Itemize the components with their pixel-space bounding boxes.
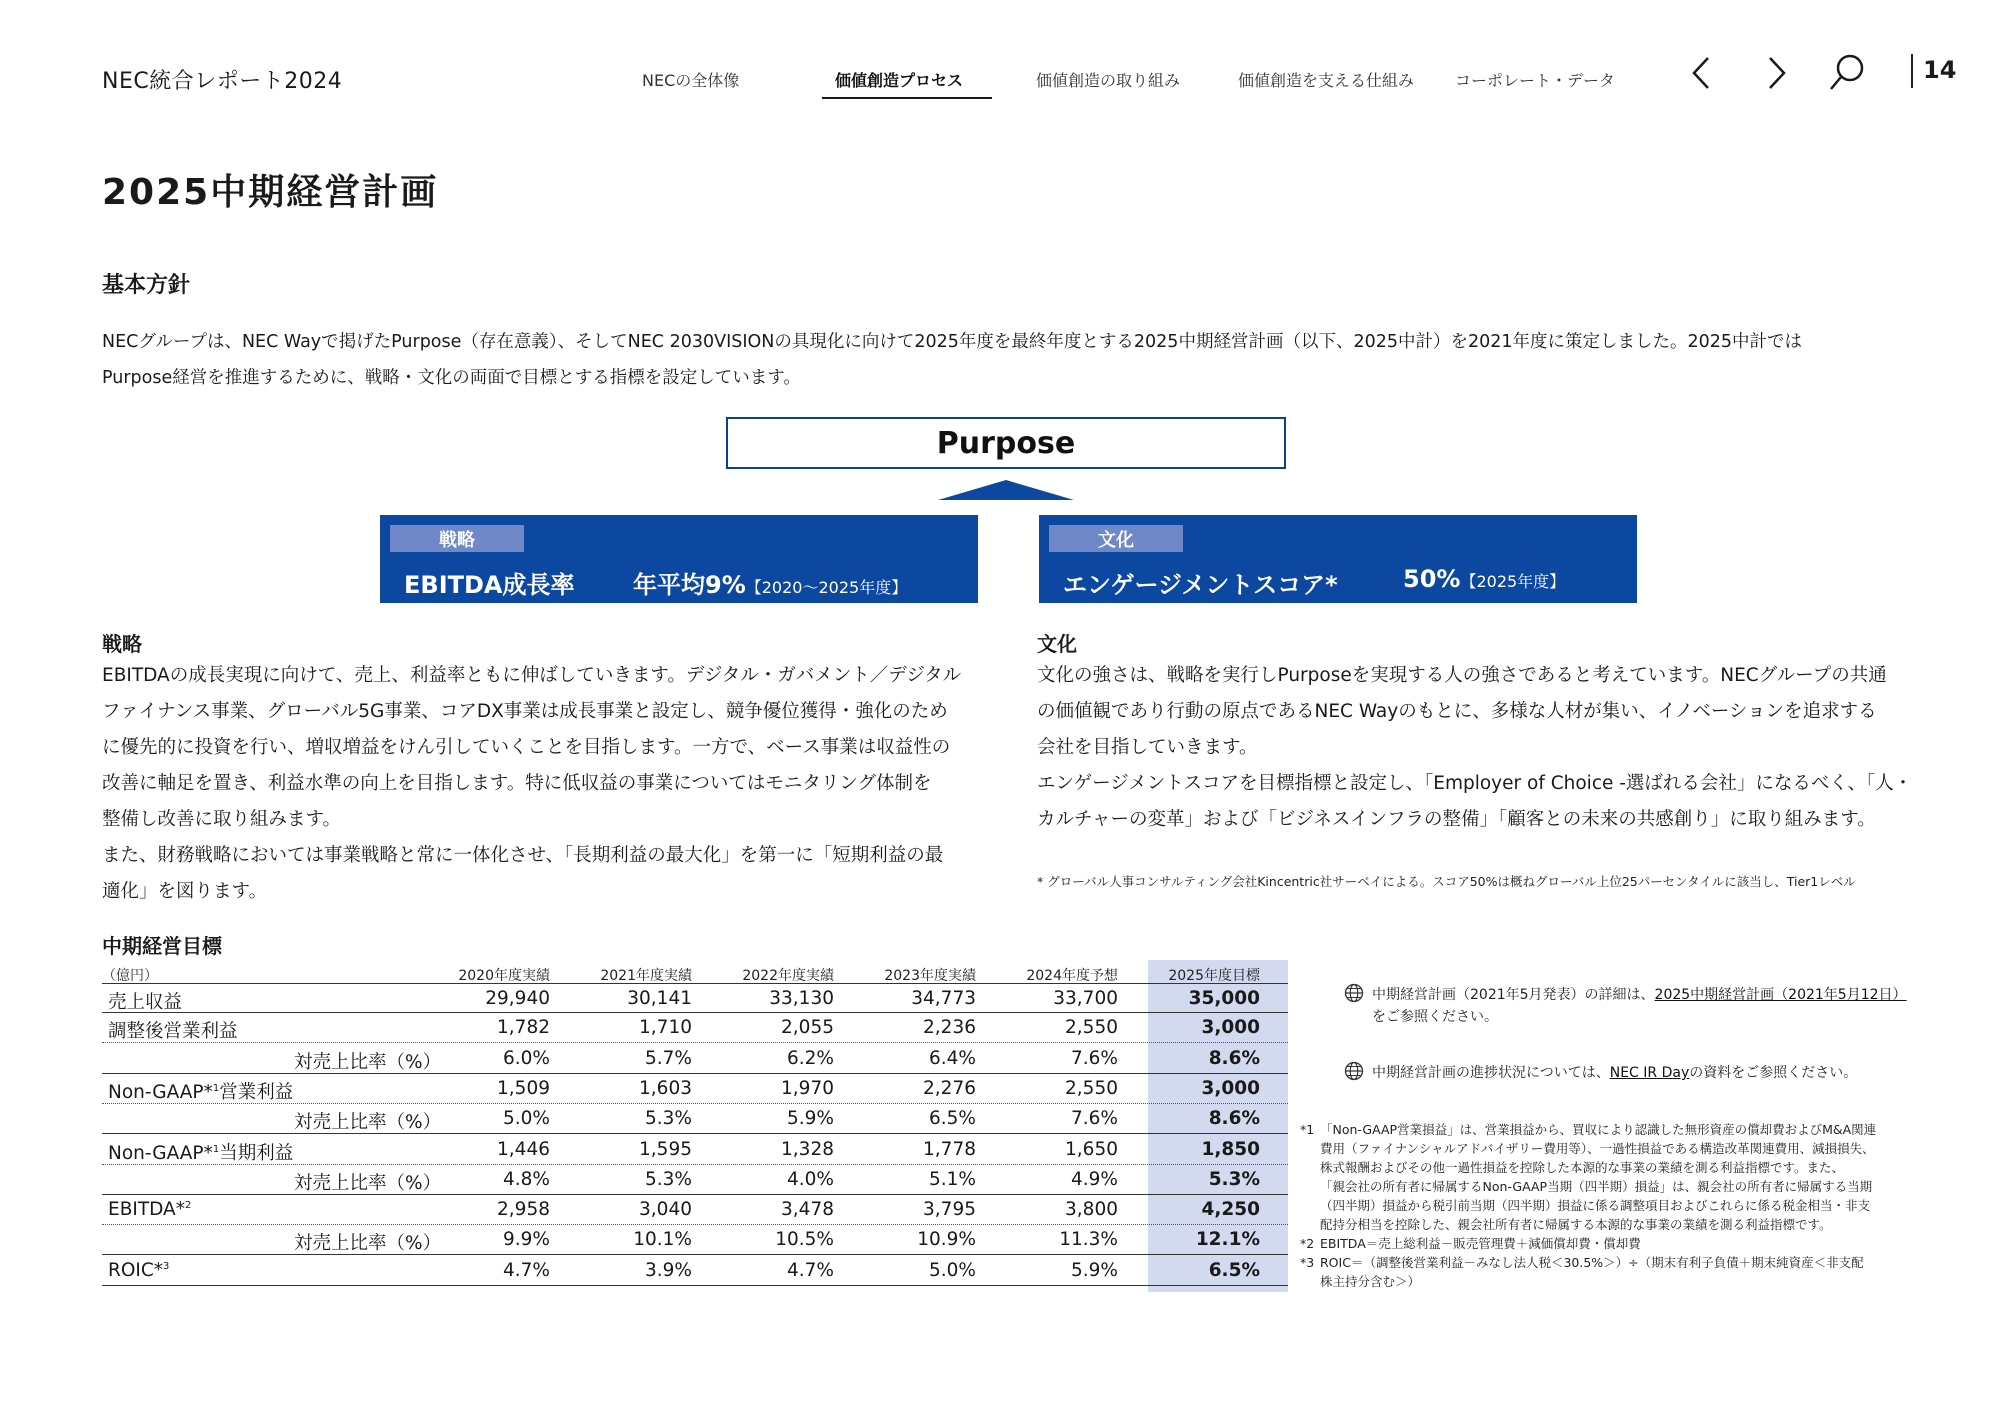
column-header: 2024年度予想: [1026, 968, 1118, 984]
target-cell: 8.6%: [1208, 1047, 1260, 1069]
row-label: 売上収益: [108, 992, 183, 1013]
table-cell: 1,328: [781, 1138, 834, 1160]
intro-line-1: NECグループは、NEC Wayで掲げたPurpose（存在意義）、そしてNEC 2030VISIONの具現化に向けて2025年度を最終年度とする2025中期経営計画（以下、2025中計）を2021年度に策定しました。2025中計では: [102, 332, 1803, 352]
table-row: [102, 1256, 1288, 1286]
footnote-2-text: EBITDA＝売上総利益－販売管理費＋減価償却費・償却費: [1320, 1236, 1641, 1251]
table-cell: 5.1%: [929, 1168, 976, 1190]
table-cell: 10.1%: [633, 1229, 692, 1251]
strategy-line: 改善に軸足を置き、利益水準の向上を目指します。特に低収益の事業についてはモニタリング体制を: [102, 773, 932, 794]
table-row: [102, 1165, 1288, 1195]
table-cell: 1,970: [781, 1077, 834, 1099]
table-cell: 3,795: [923, 1199, 976, 1221]
strategy-target-value: 年平均9%: [633, 571, 746, 599]
culture-target-value: 50%: [1403, 565, 1461, 593]
tab-value-creation-process[interactable]: 価値創造プロセス: [835, 71, 964, 90]
table-cell: 4.8%: [503, 1168, 550, 1190]
table-cell: 5.9%: [1071, 1259, 1118, 1281]
footnote-1-line: 費用（ファイナンシャルアドバイザリー費用等）、一過性損益である構造改革関連費用、減損損失、: [1320, 1141, 1875, 1156]
culture-tag: 文化: [1049, 525, 1183, 552]
tab-value-creation-support[interactable]: 価値創造を支える仕組み: [1238, 71, 1415, 90]
target-cell: 12.1%: [1195, 1229, 1260, 1251]
strategy-target: [633, 565, 907, 600]
table-cell: 6.5%: [929, 1108, 976, 1130]
note-1-suffix: をご参照ください。: [1372, 1009, 1498, 1025]
note-2: [1372, 1062, 1857, 1082]
table-cell: 7.6%: [1071, 1047, 1118, 1069]
table-cell: 10.5%: [775, 1229, 834, 1251]
target-cell: 6.5%: [1208, 1259, 1260, 1281]
table-cell: 2,236: [923, 1017, 976, 1039]
table-cell: 2,550: [1065, 1077, 1118, 1099]
target-cell: 35,000: [1188, 988, 1260, 1009]
table-row: [102, 1195, 1288, 1225]
table-cell: 6.0%: [503, 1047, 550, 1069]
culture-target-period: 【2025年度】: [1460, 572, 1566, 591]
chevron-right-icon[interactable]: [1752, 48, 1802, 98]
search-icon[interactable]: [1822, 48, 1872, 98]
table-cell: 4.0%: [787, 1168, 834, 1190]
engagement-footnote: * グローバル人事コンサルティング会社Kincentric社サーベイによる。スコア50%は概ねグローバル上位25パーセンタイルに該当し、Tier1レベル: [1037, 874, 1856, 889]
target-cell: 3,000: [1201, 1077, 1260, 1099]
target-cell: 1,850: [1201, 1138, 1260, 1160]
table-row: [102, 1044, 1288, 1074]
table-cell: 9.9%: [503, 1229, 550, 1251]
culture-line: 会社を目指していきます。: [1037, 737, 1258, 758]
intro-line-2: Purpose経営を推進するために、戦略・文化の両面で目標とする指標を設定しています。: [102, 368, 801, 388]
row-label: EBITDA*$^2$: [108, 1199, 192, 1221]
strategy-kpi-box: [380, 515, 978, 603]
table-cell: 1,595: [639, 1138, 692, 1160]
strategy-tag: 戦略: [390, 525, 524, 552]
targets-table-heading: 中期経営目標: [102, 934, 222, 958]
chevron-left-icon[interactable]: [1676, 48, 1726, 98]
table-cell: 5.3%: [645, 1108, 692, 1130]
strategy-line: EBITDAの成長実現に向けて、売上、利益率ともに伸ばしていきます。デジタル・ガバメント／デジタル: [102, 665, 962, 686]
page-number: 14: [1923, 56, 1957, 84]
table-cell: 34,773: [911, 988, 976, 1009]
tab-overview[interactable]: NECの全体像: [642, 71, 740, 90]
row-label: 対売上比率（%）: [294, 1233, 442, 1255]
table-cell: 2,276: [923, 1077, 976, 1099]
strategy-heading: 戦略: [102, 632, 142, 656]
column-header: 2022年度実績: [742, 968, 834, 984]
strategy-target-period: 【2020～2025年度】: [745, 578, 908, 597]
target-cell: 5.3%: [1208, 1168, 1260, 1190]
target-cell: 4,250: [1201, 1199, 1260, 1221]
table-cell: 33,130: [769, 988, 834, 1009]
footnote-3-mark: *3: [1300, 1255, 1315, 1270]
row-label: Non-GAAP*$^1$営業利益: [108, 1081, 294, 1103]
footnote-1-line: 株式報酬およびその他一過性損益を控除した本源的な事業の業績を測る利益指標です。また、: [1320, 1160, 1845, 1175]
table-cell: 2,550: [1065, 1017, 1118, 1039]
culture-line: エンゲージメントスコアを目標指標と設定し、「Employer of Choice -選ばれる会社」になるべく、「人・: [1037, 773, 1913, 794]
strategy-line: また、財務戦略においては事業戦略と常に一体化させ、「長期利益の最大化」を第一に「短期利益の最: [102, 845, 944, 866]
table-cell: 1,710: [639, 1017, 692, 1039]
table-row: [102, 1074, 1288, 1104]
strategy-line: ファイナンス事業、グローバル5G事業、コアDX事業は成長事業と設定し、競争優位獲得・強化のため: [102, 701, 948, 722]
footnote-1-line: 「親会社の所有者に帰属するNon-GAAP当期（四半期）損益」は、親会社の所有者に帰属する当期: [1320, 1179, 1873, 1194]
table-cell: 4.7%: [503, 1259, 550, 1281]
section-title: 基本方針: [102, 273, 191, 298]
table-cell: 5.3%: [645, 1168, 692, 1190]
report-title: NEC統合レポート2024: [102, 69, 343, 94]
table-cell: 5.7%: [645, 1047, 692, 1069]
row-label: 調整後営業利益: [108, 1021, 238, 1043]
footnote-3-line: 株主持分含む＞）: [1320, 1274, 1421, 1289]
mid-term-plan-link[interactable]: 2025中期経営計画（2021年5月12日）: [1654, 987, 1907, 1003]
target-cell: 3,000: [1201, 1017, 1260, 1039]
ir-day-link[interactable]: NEC IR Day: [1609, 1065, 1690, 1081]
row-label: Non-GAAP*$^1$当期利益: [108, 1142, 294, 1164]
table-row: [102, 1225, 1288, 1255]
up-arrow-icon: [938, 480, 1074, 500]
culture-target: [1403, 565, 1565, 593]
column-header: 2020年度実績: [458, 968, 550, 984]
active-tab-underline: [822, 97, 992, 99]
culture-line: カルチャーの変革」および「ビジネスインフラの整備」「顧客との未来の共感創り」に取り組みます。: [1037, 809, 1876, 830]
note-2-text: 中期経営計画の進捗状況については、: [1372, 1065, 1610, 1081]
footnote-1-line: 「Non-GAAP営業損益」は、営業損益から、買収により認識した無形資産の償却費およびM&A関連: [1320, 1122, 1877, 1137]
table-cell: 4.7%: [787, 1259, 834, 1281]
globe-icon: [1344, 983, 1364, 1003]
table-cell: 30,141: [627, 988, 692, 1009]
table-cell: 3.9%: [645, 1259, 692, 1281]
table-cell: 1,603: [639, 1077, 692, 1099]
column-header: 2023年度実績: [884, 968, 976, 984]
row-label: ROIC*$^3$: [108, 1259, 170, 1281]
table-cell: 6.4%: [929, 1047, 976, 1069]
table-cell: 7.6%: [1071, 1108, 1118, 1130]
table-cell: 3,800: [1065, 1199, 1118, 1221]
note-2-suffix: の資料をご参照ください。: [1689, 1065, 1858, 1081]
table-cell: 1,650: [1065, 1138, 1118, 1160]
unit-label: （億円）: [102, 968, 158, 984]
page-number-separator: [1911, 54, 1913, 88]
table-row: [102, 1013, 1288, 1043]
strategy-line: 適化」を図ります。: [102, 881, 268, 902]
footnote-3-line: ROIC＝（調整後営業利益－みなし法人税＜30.5%＞）÷（期末有利子負債＋期末純資産＜非支配: [1320, 1255, 1864, 1270]
tab-value-creation-initiatives[interactable]: 価値創造の取り組み: [1036, 71, 1181, 90]
table-cell: 3,040: [639, 1199, 692, 1221]
row-label: 対売上比率（%）: [294, 1051, 442, 1073]
row-label: 対売上比率（%）: [294, 1112, 442, 1134]
table-cell: 5.0%: [929, 1259, 976, 1281]
table-row: [102, 1135, 1288, 1165]
table-cell: 4.9%: [1071, 1168, 1118, 1190]
tab-corporate-data[interactable]: コーポレート・データ: [1455, 71, 1616, 90]
table-cell: 2,055: [781, 1017, 834, 1039]
table-cell: 29,940: [485, 988, 550, 1009]
column-header: 2021年度実績: [600, 968, 692, 984]
table-cell: 10.9%: [917, 1229, 976, 1251]
table-cell: 33,700: [1053, 988, 1118, 1009]
footnote-1-mark: *1: [1300, 1122, 1315, 1137]
table-row: [102, 1104, 1288, 1134]
strategy-line: に優先的に投資を行い、増収増益をけん引していくことを目指します。一方で、ベース事業は収益性の: [102, 737, 951, 758]
culture-metric: エンゲージメントスコア*: [1063, 571, 1338, 599]
purpose-box: Purpose: [726, 417, 1286, 469]
footnote-2-mark: *2: [1300, 1236, 1315, 1251]
table-cell: 3,478: [781, 1199, 834, 1221]
column-header: 2025年度目標: [1168, 968, 1260, 984]
table-cell: 6.2%: [787, 1047, 834, 1069]
target-cell: 8.6%: [1208, 1108, 1260, 1130]
culture-kpi-box: [1039, 515, 1637, 603]
table-cell: 5.9%: [787, 1108, 834, 1130]
note-1: [1372, 984, 1907, 1004]
table-row: [102, 983, 1288, 1013]
footnote-1-line: （四半期）損益から税引前当期（四半期）損益に係る調整項目およびこれらに係る税金相当・非支: [1320, 1198, 1871, 1213]
page-title: 2025中期経営計画: [102, 172, 439, 213]
culture-heading: 文化: [1037, 632, 1077, 656]
strategy-line: 整備し改善に取り組みます。: [102, 809, 342, 830]
table-cell: 2,958: [497, 1199, 550, 1221]
table-cell: 11.3%: [1059, 1229, 1118, 1251]
table-cell: 5.0%: [503, 1108, 550, 1130]
row-label: 対売上比率（%）: [294, 1172, 442, 1194]
culture-line: 文化の強さは、戦略を実行しPurposeを実現する人の強さであると考えています。NECグループの共通: [1037, 665, 1887, 686]
note-1-text: 中期経営計画（2021年5月発表）の詳細は、: [1372, 987, 1655, 1003]
table-cell: 1,782: [497, 1017, 550, 1039]
culture-line: の価値観であり行動の原点であるNEC Wayのもとに、多様な人材が集い、イノベーションを追求する: [1037, 701, 1877, 722]
footnote-1-line: 配持分相当を控除した、親会社所有者に帰属する本源的な事業の業績を測る利益指標です。: [1320, 1217, 1832, 1232]
table-cell: 1,446: [497, 1138, 550, 1160]
strategy-metric: EBITDA成長率: [404, 571, 575, 599]
table-cell: 1,778: [923, 1138, 976, 1160]
table-cell: 1,509: [497, 1077, 550, 1099]
globe-icon: [1344, 1061, 1364, 1081]
